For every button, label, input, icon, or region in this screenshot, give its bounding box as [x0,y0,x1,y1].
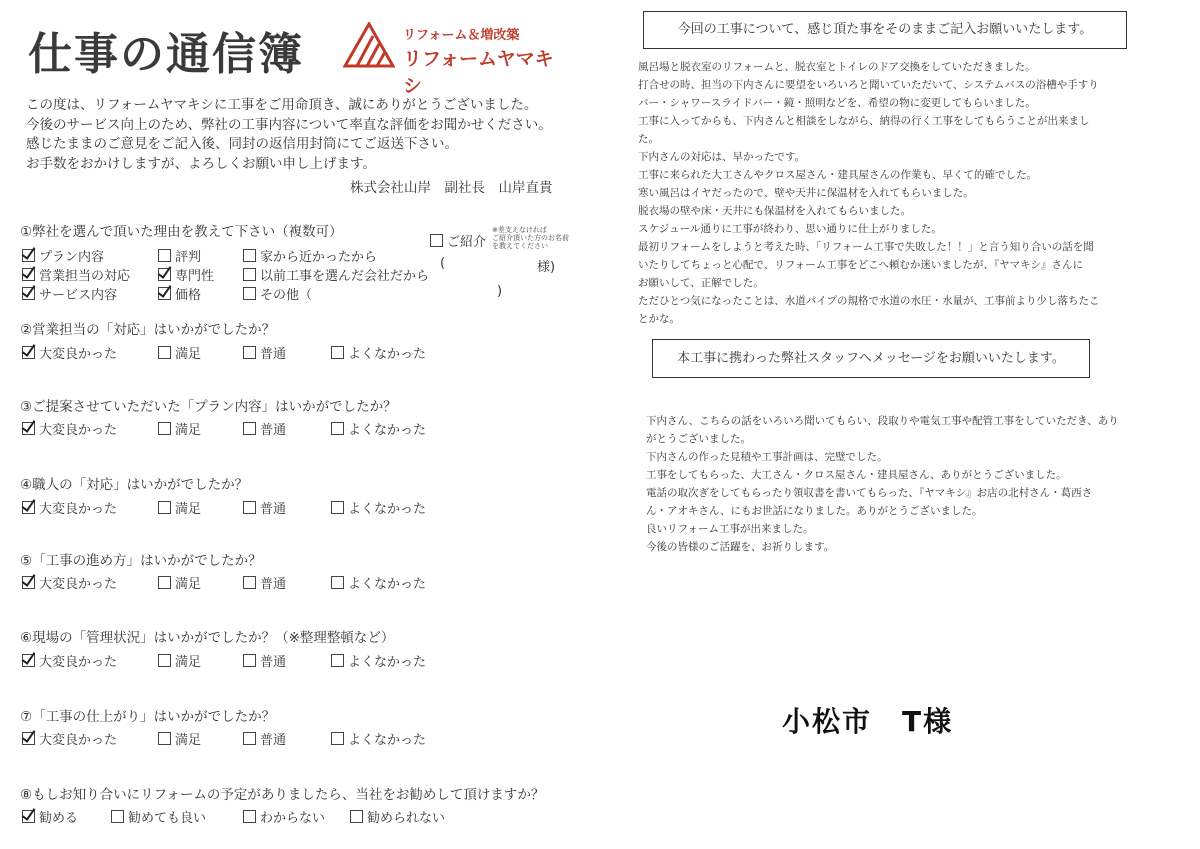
checkbox[interactable] [22,810,35,823]
answer-line: バー・シャワースライドバー・鏡・照明などを、希望の物に変更してもらいました。 [638,97,1036,109]
recommend-option[interactable] [243,807,325,826]
q1-option-other[interactable] [243,284,312,303]
checkbox[interactable] [158,732,171,745]
checkbox[interactable] [243,501,256,514]
question-title: ②営業担当の「対応」はいかがでしたか？ [20,322,276,338]
rating-option[interactable] [22,343,117,362]
rating-option[interactable] [331,729,426,748]
option-label: 大変良かった [39,423,118,438]
answer-line: ただひとつ気になったことは、水道パイプの規格で水道の水圧・水量が、工事前より少し落ちたこ [638,295,1100,307]
recommend-option[interactable] [22,807,78,826]
checkbox[interactable] [22,346,35,359]
option-label: 大変良かった [39,655,118,670]
answer-line: 工事をしてもらった、大工さん・クロス屋さん・建具屋さん、ありがとうございました。 [646,469,1067,481]
answer-line: がとうございました。 [646,433,751,445]
intro-line: この度は、リフォームヤマキシに工事をご用命頂き、誠にありがとうございました。 [26,97,538,113]
option-label: プラン内容 [39,250,105,265]
checkbox[interactable] [350,810,363,823]
answer-line: ん・アオキさん、にもお世話になりました。ありがとうございました。 [646,505,983,517]
answer-line: とかな。 [638,313,680,325]
option-label: 普通 [260,502,287,517]
checkbox[interactable] [430,234,443,247]
option-label: 営業担当の対応 [39,269,131,284]
company-logo [343,20,563,97]
checkbox[interactable] [158,654,171,667]
checkbox[interactable] [22,422,35,435]
referral-suffix: 様) [537,260,556,275]
option-label: 満足 [175,423,202,438]
q1-option[interactable] [158,284,201,303]
q1-option[interactable] [243,246,377,265]
rating-option[interactable] [243,729,286,748]
option-label: 満足 [175,347,202,362]
answer-line: 工事に来られた大工さんやクロス屋さん・建具屋さんの作業も、早くて的確でした。 [638,169,1037,181]
logo-mark-icon [343,22,395,68]
intro-line: お手数をおかけしますが、よろしくお願い申し上げます。 [26,155,376,172]
answer-line: た。 [638,133,659,145]
rating-option[interactable] [331,573,426,592]
rating-option[interactable] [158,419,201,438]
option-label: 勧められない [367,811,446,826]
checkbox[interactable] [243,654,256,667]
checkbox[interactable] [331,422,344,435]
checkbox[interactable] [331,576,344,589]
page-title: 仕事の通信簿 [28,29,304,80]
recommend-option[interactable] [111,807,206,826]
checkbox[interactable] [111,810,124,823]
checkbox[interactable] [158,501,171,514]
checkbox[interactable] [158,576,171,589]
question-8-title: ⑧もしお知り合いにリフォームの予定がありましたら、当社をお勧めして頂けますか？ [20,787,545,803]
q1-option[interactable] [158,246,201,265]
question-title: ③ご提案させていただいた「プラン内容」はいかがでしたか？ [20,399,397,415]
intro-text [26,96,586,174]
rating-option[interactable] [243,651,286,670]
checkbox[interactable] [243,422,256,435]
option-label: 家から近かったから [260,250,378,265]
option-label: 普通 [260,423,287,438]
rating-option[interactable] [158,573,201,592]
rating-option[interactable] [243,498,286,517]
rating-option[interactable] [243,343,286,362]
checkbox[interactable] [158,287,171,300]
answer-line: スケジュール通りに工事が終わり、思い通りに仕上がりました。 [638,223,942,235]
checkbox[interactable] [158,422,171,435]
q1-option[interactable] [22,265,130,284]
option-label: 普通 [260,577,287,592]
q1-option[interactable] [22,284,117,303]
checkbox[interactable] [243,287,256,300]
answer-line: 工事に入ってからも、下内さんと相談をしながら、納得の行く工事をしてもらうことが出来まし [638,115,1090,127]
rating-option[interactable] [158,729,201,748]
answer-line: 下内さんの対応は、早かったです。 [638,151,806,163]
rating-option[interactable] [243,419,286,438]
question-title: ④職人の「対応」はいかがでしたか？ [20,477,249,493]
checkbox[interactable] [331,732,344,745]
option-label: 満足 [175,655,202,670]
answer-line: 電話の取次ぎをしてもらったり領収書を書いてもらった、『ヤマキシ』お店の北村さん・葛西さ [646,487,1093,499]
answer-line: 今後の皆様のご活躍を、お祈りします。 [646,541,835,553]
answer-line: 打合せの時、担当の下内さんに要望をいろいろと聞いていただいて、システムバスの浴槽や手すり [638,79,1099,91]
question-1-title: ①弊社を選んで頂いた理由を教えて下さい（複数可） [20,224,343,240]
answer-line: 良いリフォーム工事が出来ました。 [646,523,814,535]
answer-line: 寒い風呂はイヤだったので、壁や天井に保温材を入れてもらいました。 [638,187,974,199]
option-label: 価格 [175,288,202,303]
referral-note [492,226,569,250]
logo-subtitle: リフォーム＆増改築 [403,28,520,43]
q1-option[interactable] [22,246,104,265]
rating-option[interactable] [158,343,201,362]
answer-line: お願いして、正解でした。 [638,277,764,289]
option-label: よくなかった [348,347,427,362]
option-label: サービス内容 [39,288,118,303]
option-label: 満足 [175,502,202,517]
staff-message-answer [646,412,1146,556]
option-label: 以前工事を選んだ会社だから [260,269,430,284]
rating-option[interactable] [331,419,426,438]
question-title: ⑤「工事の進め方」はいかがでしたか？ [20,553,262,569]
checkbox[interactable] [158,249,171,262]
checkbox[interactable] [331,501,344,514]
checkbox[interactable] [243,249,256,262]
rating-option[interactable] [331,651,426,670]
option-label: 満足 [175,577,202,592]
checkbox[interactable] [331,654,344,667]
option-label: ご紹介 [447,235,487,250]
rating-option[interactable] [331,498,426,517]
answer-line: 風呂場と脱衣室のリフォームと、脱衣室とトイレのドア交換をしていただきました。 [638,61,1036,73]
comment-answer [638,58,1138,328]
staff-message-prompt-box: 本工事に携わった弊社スタッフへメッセージをお願いいたします。 [652,339,1090,378]
checkbox[interactable] [243,810,256,823]
intro-line: 感じたままのご意見をご記入後、同封の返信用封筒にてご返送下さい。 [26,136,458,152]
option-label: 満足 [175,733,202,748]
answer-line: 下内さんの作った見積や工事計画は、完璧でした。 [646,451,888,463]
note-line: ご紹介頂いた方のお名前 [492,234,569,242]
answer-line: いたりしてちょっと心配で、リフォーム工事をどこへ頼むか迷いましたが、『ヤマキシ』さんに [638,259,1083,271]
option-label: 勧める [39,811,79,826]
checkbox[interactable] [243,268,256,281]
checkbox[interactable] [243,732,256,745]
checkbox[interactable] [22,654,35,667]
recommend-option[interactable] [350,807,445,826]
rating-option[interactable] [22,498,117,517]
checkbox[interactable] [22,268,35,281]
checkbox[interactable] [22,287,35,300]
option-label: わからない [260,811,326,826]
rating-option[interactable] [243,573,286,592]
referral-open-paren: ( [440,256,446,271]
rating-option[interactable] [22,729,117,748]
rating-option[interactable] [22,651,117,670]
answer-line: 脱衣場の壁や床・天井にも保温材を入れてもらいました。 [638,205,911,217]
checkbox[interactable] [243,576,256,589]
option-label: よくなかった [348,655,427,670]
checkbox[interactable] [158,346,171,359]
option-label: 普通 [260,347,287,362]
question-title: ⑦「工事の仕上がり」はいかがでしたか？ [20,709,276,725]
option-label: よくなかった [348,733,427,748]
checkbox[interactable] [243,346,256,359]
option-label: その他（ [260,288,313,303]
option-label: 大変良かった [39,502,118,517]
checkbox[interactable] [22,576,35,589]
checkbox[interactable] [22,249,35,262]
option-label: 大変良かった [39,347,118,362]
rating-option[interactable] [158,498,201,517]
q1-option[interactable] [158,265,214,284]
option-label: よくなかった [348,502,427,517]
rating-option[interactable] [331,343,426,362]
option-label: 大変良かった [39,577,118,592]
rating-option[interactable] [158,651,201,670]
customer-name: 小松市 T様 [782,705,954,738]
option-label: 専門性 [175,269,215,284]
signature: 株式会社山岸 副社長 山岸直貴 [350,180,553,196]
answer-line: 最初リフォームをしようと考えた時、「リフォーム工事で失敗した！！」と言う知り合いの話を聞 [638,241,1094,253]
option-label: 普通 [260,733,287,748]
option-label: よくなかった [348,423,427,438]
note-line: ※差支えなければ [492,226,547,234]
checkbox[interactable] [158,268,171,281]
checkbox[interactable] [22,732,35,745]
rating-option[interactable] [22,573,117,592]
option-label: 大変良かった [39,733,118,748]
checkbox[interactable] [331,346,344,359]
answer-line: 下内さん、こちらの話をいろいろ聞いてもらい、段取りや電気工事や配管工事をしていただき、あり [646,415,1119,427]
option-label: 評判 [175,250,202,265]
option-label: 普通 [260,655,287,670]
option-label: よくなかった [348,577,427,592]
option-label: 勧めても良い [128,811,207,826]
comment-prompt-box: 今回の工事について、感じ頂た事をそのままご記入お願いいたします。 [643,11,1127,49]
rating-option[interactable] [22,419,117,438]
question-title: ⑥現場の「管理状況」はいかがでしたか？（※整理整頓など） [20,630,395,646]
note-line: を教えてください [492,242,548,250]
logo-name: リフォームヤマキシ [403,48,554,97]
q1-option[interactable] [243,265,429,284]
intro-line: 今後のサービス向上のため、弊社の工事内容について率直な評価をお聞かせください。 [26,116,552,133]
other-close-paren: ) [497,284,503,299]
referral-option[interactable] [430,231,486,250]
checkbox[interactable] [22,501,35,514]
